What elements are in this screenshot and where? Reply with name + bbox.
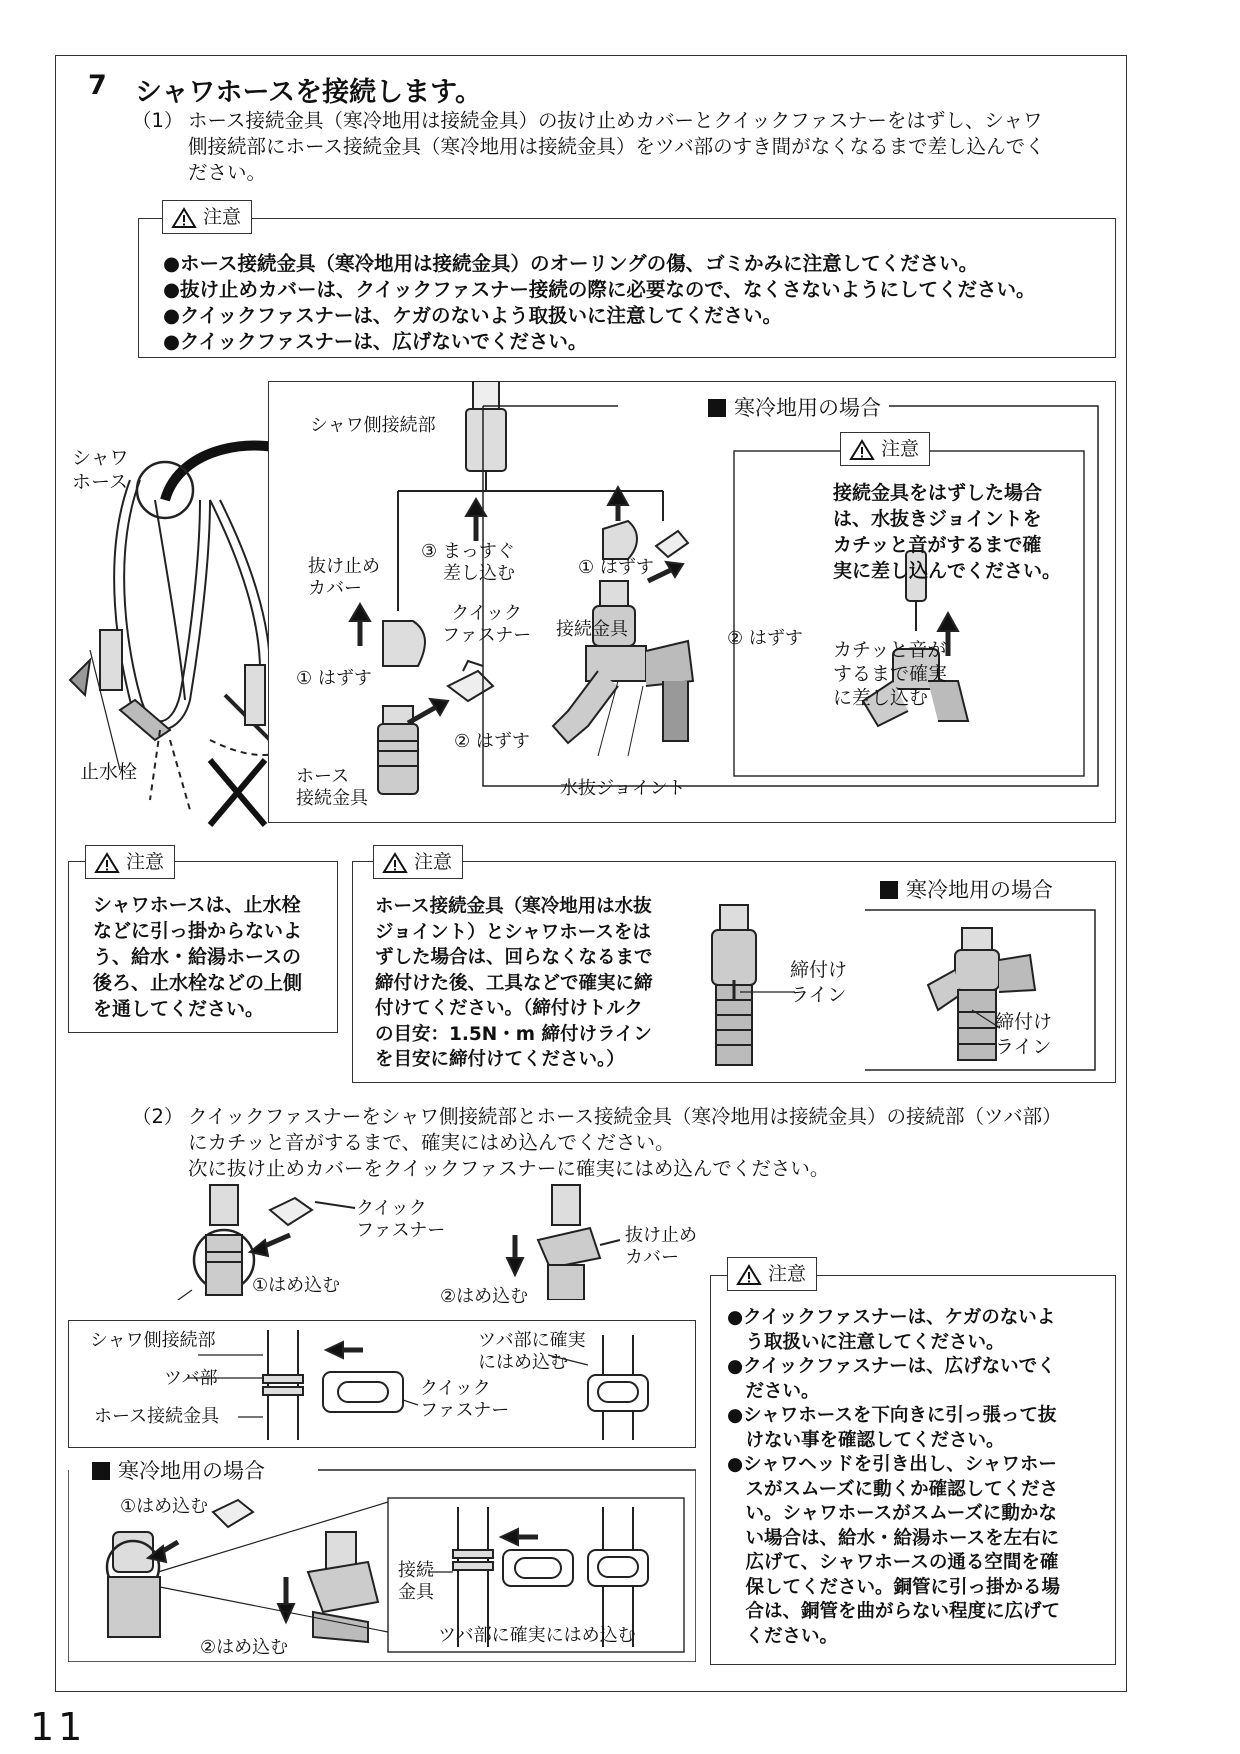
remove2-label: ② はずす — [454, 731, 530, 752]
label-line: カチッと音が — [833, 639, 947, 661]
caution1-item: ●クイックファスナーは、ケガのないよう取扱いに注意してください。 — [163, 304, 782, 327]
cold-remove2-label: ② はずす — [727, 628, 803, 649]
drain-joint-label: 水抜ジョイント — [560, 778, 686, 799]
label-line: ファスナー — [356, 1220, 446, 1241]
quick-fastener-label-3 — [420, 1378, 509, 1422]
caution2-text — [93, 892, 302, 1022]
caution1-item: ●抜け止めカバーは、クイックファスナー接続の際に必要なので、なくさないようにしてください。 — [163, 278, 1036, 301]
caution-label: 注意 — [881, 438, 920, 460]
cold-region-title-2 — [872, 876, 1061, 904]
label-line: ホース — [296, 766, 350, 787]
warning-triangle-icon — [736, 1264, 762, 1286]
label-line: するまで確実 — [833, 663, 948, 685]
label-line: カバー — [308, 578, 362, 599]
square-bullet-icon — [92, 1462, 110, 1480]
hose-fitting-label-2: ホース接続金具 — [94, 1406, 220, 1427]
label-line: にはめ込む — [478, 1352, 568, 1373]
caution-line: シャワホースは、止水栓 — [93, 894, 301, 916]
caution1-list — [163, 251, 1035, 355]
flange-label: ツバ部 — [164, 1368, 218, 1389]
caution-line: ●クイックファスナーは、ケガのないよ — [727, 1307, 1056, 1328]
sub1-line: 側接続部にホース接続金具（寒冷地用は接続金具）をツバ部のすき間がなくなるまで差し込んでく — [188, 135, 1045, 158]
stop-valve-label: 止水栓 — [80, 761, 138, 783]
shower-conn-label: シャワ側接続部 — [310, 415, 436, 436]
label-line: クイック — [356, 1198, 427, 1219]
cold-region-title-3 — [84, 1457, 273, 1485]
label-line: クイック — [451, 603, 523, 624]
figure1-drawing — [268, 381, 1116, 823]
square-bullet-icon — [708, 399, 726, 417]
warning-triangle-icon — [382, 852, 408, 874]
cold-fit2-label: ②はめ込む — [200, 1637, 289, 1658]
label-line: ③ まっすぐ — [421, 541, 515, 562]
cold-title-text: 寒冷地用の場合 — [906, 878, 1053, 902]
x-mark-icon — [210, 760, 265, 825]
caution-line: い場合は、給水・給湯ホースを左右に — [727, 1527, 1060, 1549]
tighten-line-label — [790, 958, 847, 1008]
caution-tab-1 — [162, 200, 252, 234]
caution-line: う、給水・給湯ホースの — [93, 946, 302, 968]
label-line: 金具 — [398, 1582, 434, 1603]
caution-line: ジョイント）とシャワホースをは — [375, 921, 651, 943]
caution-line: 後ろ、止水栓などの上側 — [93, 972, 303, 994]
label-line: シャワ — [72, 447, 129, 469]
label-line: に差し込む — [833, 687, 929, 709]
warning-triangle-icon — [849, 439, 875, 461]
caution-line: などに引っ掛からないよ — [93, 920, 303, 942]
remove1-label: ① はずす — [296, 668, 372, 689]
caution-line: は、水抜きジョイントを — [833, 508, 1042, 530]
cold-caution-tab — [840, 432, 930, 466]
sub1-line: ださい。 — [188, 161, 267, 184]
warning-triangle-icon — [171, 207, 197, 229]
warning-triangle-icon — [94, 852, 120, 874]
caution-line: 保してください。銅管に引っ掛かる場 — [727, 1576, 1061, 1598]
cold-region-title-1 — [700, 394, 889, 422]
label-line: 接続金具 — [296, 788, 368, 809]
sub1-line: ホース接続金具（寒冷地用は接続金具）の抜け止めカバーとクイックファスナーをはずし、シャワ — [188, 109, 1043, 132]
label-line: 締付け — [995, 1011, 1053, 1033]
caution-label: 注意 — [126, 851, 165, 873]
caution1-item: ●クイックファスナーは、広げないでください。 — [163, 330, 588, 353]
caution-box-1 — [138, 218, 1116, 358]
label-line: 抜け止め — [308, 556, 380, 577]
caution3-text — [375, 894, 653, 1073]
label-line: カバー — [625, 1247, 679, 1268]
cold-caution-text — [833, 480, 1061, 584]
label-line: ホース — [72, 471, 129, 493]
label-line: 接続 — [398, 1560, 434, 1581]
label-line: ツバ部に確実 — [478, 1330, 586, 1351]
caution1-item: ●ホース接続金具（寒冷地用は接続金具）のオーリングの傷、ゴミかみに注意してください。 — [163, 252, 979, 275]
caution-line: 広げて、シャワホースの通る空間を確 — [727, 1552, 1059, 1573]
label-line: ファスナー — [420, 1400, 510, 1421]
caution-box-2 — [68, 861, 338, 1033]
fit2-label: ②はめ込む — [440, 1286, 529, 1307]
sub2-number: （2） — [132, 1105, 184, 1128]
square-bullet-icon — [880, 881, 898, 899]
hose-fitting-label — [296, 766, 368, 810]
label-line: ファスナー — [442, 625, 532, 646]
caution-line: を通してください。 — [93, 998, 265, 1020]
caution-line: ●シャワヘッドを引き出し、シャワホー — [727, 1454, 1057, 1475]
label-line: クイック — [420, 1378, 491, 1399]
cold-fitting-label-2 — [398, 1560, 434, 1604]
caution-line: スがスムーズに動くか確認してくださ — [727, 1478, 1059, 1500]
label-line: 差し込む — [443, 563, 515, 584]
caution-line: の目安：1.5N・m 締付けライン — [375, 1023, 652, 1045]
caution-line: 接続金具をはずした場合 — [833, 482, 1043, 504]
cold-fitting-label: 接続金具 — [556, 619, 628, 640]
caution-line: 付けてください。（締付けトルク — [375, 998, 643, 1019]
step-number: 7 — [88, 70, 107, 101]
caution-line: 合は、銅管を曲がらない程度に広げて — [727, 1601, 1061, 1622]
caution-line: ださい。 — [727, 1380, 820, 1402]
caution-box-4 — [710, 1275, 1116, 1665]
fit1-label: ①はめ込む — [252, 1275, 341, 1296]
push-straight-label — [421, 541, 515, 585]
sub2-line: にカチッと音がするまで、確実にはめ込んでください。 — [188, 1131, 675, 1154]
quick-fastener-label-2 — [356, 1198, 445, 1242]
cold-tighten-line-label — [995, 1010, 1052, 1060]
cold-title-text: 寒冷地用の場合 — [118, 1459, 265, 1483]
caution-line: を目安に締付けてください。） — [375, 1049, 625, 1070]
sub1-number: （1） — [132, 109, 184, 132]
cold-title-text: 寒冷地用の場合 — [734, 396, 881, 420]
sub2-line: クイックファスナーをシャワ側接続部とホース接続金具（寒冷地用は接続金具）の接続部（ツバ部） — [188, 1105, 1062, 1128]
cover-label-2 — [625, 1225, 697, 1269]
caution-line: ホース接続金具（寒冷地用は水抜 — [375, 896, 652, 917]
page-number: 11 — [30, 1705, 87, 1749]
caution-line: 実に差し込んでください。 — [833, 560, 1062, 582]
label-line: ライン — [995, 1036, 1052, 1058]
caution-line: ●シャワホースを下向きに引っ張って抜 — [727, 1405, 1057, 1426]
shower-hose-label — [72, 446, 129, 494]
cover-label — [308, 556, 380, 600]
caution-line: カチッと音がするまで確 — [833, 534, 1042, 556]
caution-label: 注意 — [768, 1263, 807, 1285]
cold-flange-fit-label: ツバ部に確実にはめ込む — [438, 1625, 636, 1646]
caution-label: 注意 — [414, 851, 453, 873]
step-title: シャワホースを接続します。 — [135, 77, 482, 108]
sub2-line: 次に抜け止めカバーをクイックファスナーに確実にはめ込んでください。 — [188, 1157, 830, 1180]
caution-line: い。シャワホースがスムーズに動かな — [727, 1503, 1057, 1524]
cold-fit1-label: ①はめ込む — [120, 1496, 209, 1517]
caution-line: けない事を確認してください。 — [727, 1429, 1005, 1451]
caution-line: ください。 — [727, 1625, 839, 1647]
label-line: ライン — [790, 984, 847, 1006]
caution-label: 注意 — [203, 206, 242, 228]
caution-line: う取扱いに注意してください。 — [727, 1331, 1005, 1353]
flange-fit-label — [478, 1330, 586, 1374]
caution-tab-3 — [373, 845, 463, 879]
label-line: 締付け — [790, 959, 848, 981]
shower-conn-label-2: シャワ側接続部 — [90, 1330, 216, 1351]
quick-fastener-label — [442, 603, 531, 647]
sub1-text — [188, 108, 1118, 186]
caution-line: 締付けた後、工具などで確実に締 — [375, 972, 653, 994]
label-line: 抜け止め — [625, 1225, 697, 1246]
caution-tab-4 — [727, 1257, 817, 1291]
caution-line: ずした場合は、回らなくなるまで — [375, 947, 653, 968]
sub2-text — [188, 1104, 1123, 1182]
cold-remove1-label: ① はずす — [578, 557, 654, 578]
caution-line: ●クイックファスナーは、広げないでく — [727, 1356, 1056, 1377]
caution4-text — [727, 1306, 1060, 1649]
caution-tab-2 — [85, 845, 175, 879]
click-insert-label — [833, 638, 947, 710]
